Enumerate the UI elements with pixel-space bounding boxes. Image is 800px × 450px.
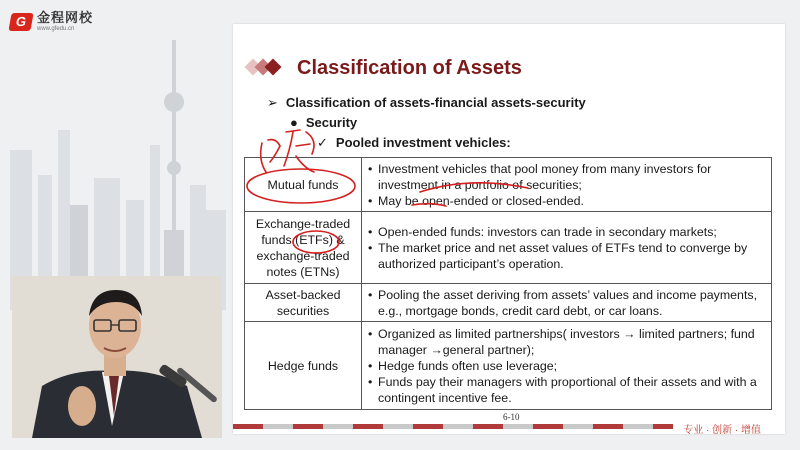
row-name-cell [245, 284, 362, 322]
logo-mark-icon: G [8, 13, 33, 31]
row-name-line: notes (ETNs) [266, 264, 340, 279]
row-name-line: Hedge funds [267, 358, 339, 373]
title-diamonds-icon [247, 58, 289, 80]
row-name-line: Mutual funds [267, 177, 339, 192]
outline-level-1 [267, 95, 586, 111]
row-desc-cell [362, 212, 772, 284]
check-bullet-icon: ✓ [317, 135, 328, 150]
row-name-cell [245, 212, 362, 284]
asset-vehicles-table [244, 157, 772, 410]
dot-bullet-icon: ● [290, 115, 298, 130]
row-desc-cell [362, 158, 772, 212]
footer-bar [233, 424, 673, 429]
table-row [245, 322, 772, 410]
row-name-line: securities [276, 303, 330, 318]
outline-level-3-text: Pooled investment vehicles: [335, 135, 511, 150]
row-name-line: funds (ETFs) & [261, 232, 345, 247]
row-point: • Funds pay their managers with proportional of their assets and with a contingent incentive fee. [378, 374, 767, 406]
brand-logo [10, 11, 93, 33]
footer-slogan: 专业 · 创新 · 增值 [683, 425, 761, 436]
lecture-slide [233, 24, 785, 434]
outline-level-1-text: Classification of assets-financial assets-security [285, 95, 586, 110]
presenter-illustration [12, 276, 222, 438]
row-desc-cell [362, 284, 772, 322]
row-point: • Hedge funds often use leverage; [378, 358, 767, 374]
page-title: Classification of Assets [297, 57, 522, 79]
row-name-line: exchange-traded [256, 248, 350, 263]
row-name-line: Asset-backed [265, 287, 341, 302]
row-point: • Open-ended funds: investors can trade in secondary markets; [378, 224, 767, 240]
row-desc-cell [362, 322, 772, 410]
logo-name: 金程网校 [37, 10, 94, 25]
slide-title-row [247, 57, 522, 80]
table-row [245, 158, 772, 212]
row-point: • May be open-ended or closed-ended. [378, 193, 767, 209]
outline-level-3 [317, 135, 511, 151]
outline-level-2-text: Security [305, 115, 358, 130]
row-name-cell [245, 158, 362, 212]
presenter-video [12, 276, 222, 438]
row-point: • Investment vehicles that pool money from many investors for investment in a portfolio of securities; [378, 161, 767, 193]
outline-level-2 [290, 115, 357, 130]
row-point: • The market price and net asset values of ETFs tend to converge by authorized participant’s operation. [378, 240, 767, 272]
table-row [245, 212, 772, 284]
row-name-line: Exchange-traded [255, 216, 351, 231]
arrow-bullet-icon: ➢ [267, 95, 278, 110]
table-row [245, 284, 772, 322]
logo-url: www.gfedu.cn [37, 26, 75, 32]
row-name-cell [245, 322, 362, 410]
row-point: • Organized as limited partnerships( investors → limited partners; fund manager →general partner); [378, 326, 767, 358]
page-number: 6-10 [503, 412, 520, 422]
row-point: • Pooling the asset deriving from assets’ values and income payments, e.g., mortgage bonds, credit card debt, or car loans. [378, 287, 767, 319]
